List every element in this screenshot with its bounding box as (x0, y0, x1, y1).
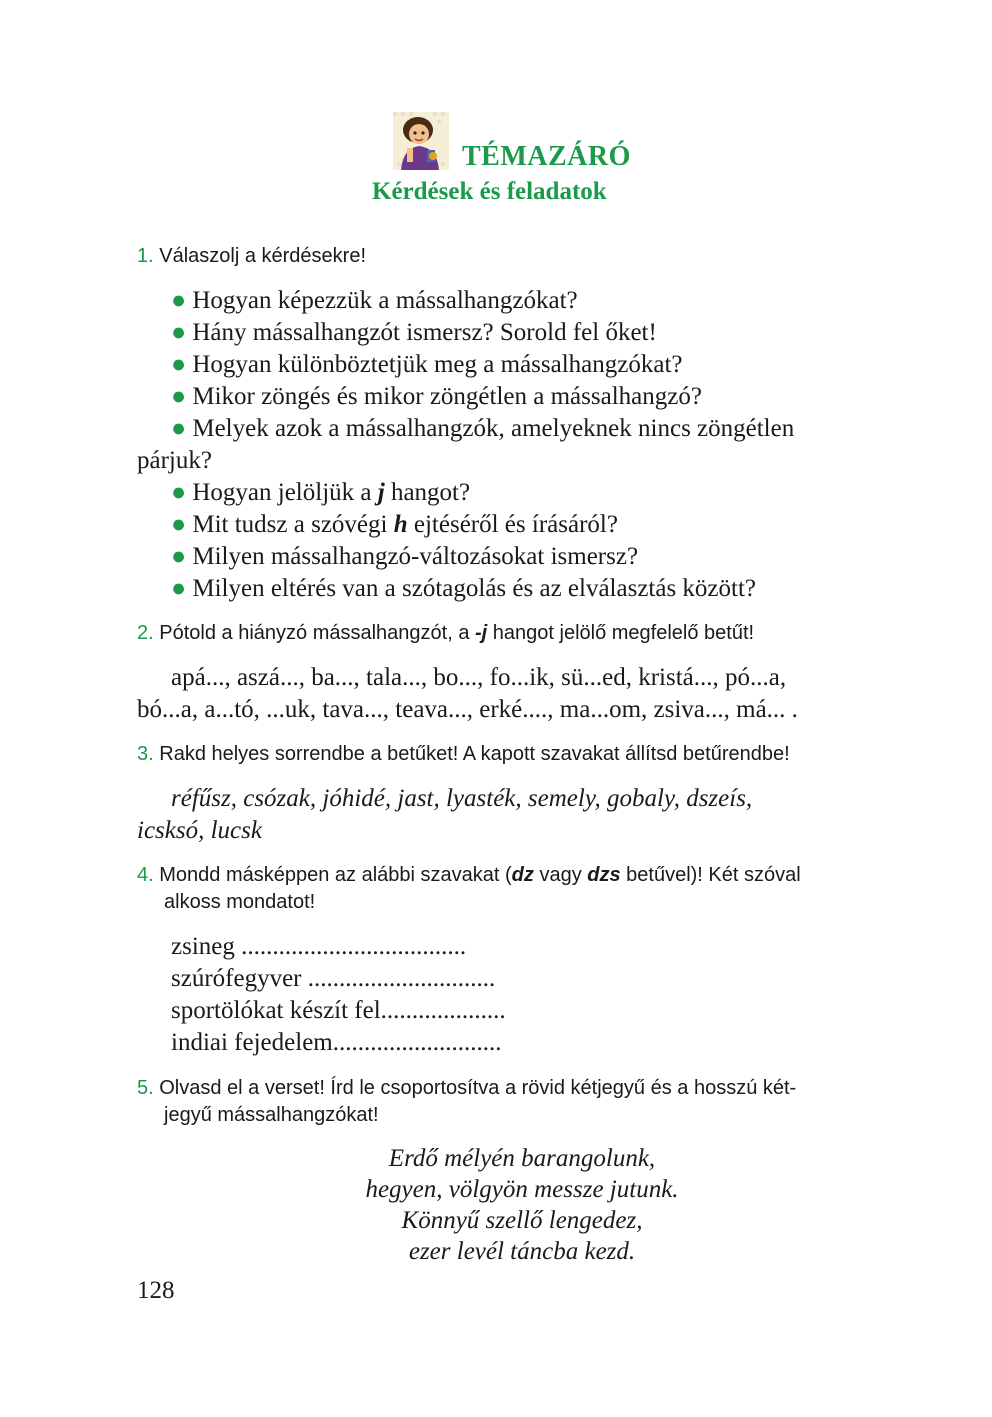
question-item: ● Hogyan képezzük a mássalhangzókat? (171, 287, 578, 314)
task-number: 5. (137, 1077, 154, 1099)
question-item-continuation: párjuk? (137, 447, 212, 474)
fill-in-line: indiai fejedelem........................... (171, 1029, 502, 1056)
bullet-dot: ● (171, 351, 187, 378)
emphasis-letter: -j (475, 622, 488, 644)
task-4-instruction: 4. Mondd másképpen az alábbi szavakat (dz vagy dzs betűvel)! Két szóval alkoss mondatot! (137, 864, 801, 913)
bullet-dot: ● (171, 319, 187, 346)
fill-in-line: szúrófegyver .............................. (171, 965, 496, 992)
bullet-dot: ● (171, 479, 187, 506)
bullet-dot: ● (171, 287, 187, 314)
question-item: ● Hány mássalhangzót ismersz? Sorold fel őket! (171, 319, 657, 346)
task-number: 3. (137, 743, 154, 765)
fill-in-line: sportölókat készít fel.................... (171, 997, 506, 1024)
poem (137, 1143, 907, 1267)
word-line: bó...a, a...tó, ...uk, tava..., teava..., erké...., ma...om, zsiva..., má... . (137, 696, 798, 723)
question-item: ● Hogyan jelöljük a j hangot? (171, 479, 471, 506)
poem-line: Könnyű szellő lengedez, (401, 1207, 643, 1234)
task-3-instruction: 3. Rakd helyes sorrendbe a betűket! A kapott szavakat állítsd betűrendbe! (137, 743, 790, 765)
task-2-instruction: 2. Pótold a hiányzó mássalhangzót, a -j hangot jelölő megfelelő betűt! (137, 622, 755, 644)
task-number: 2. (137, 622, 154, 644)
word-line: réfűsz, csózak, jóhidé, jast, lyasték, semely, gobaly, dszeís, (171, 785, 753, 812)
task-1-instruction (137, 243, 907, 270)
poem-line: Erdő mélyén barangolunk, (388, 1145, 656, 1172)
emphasis-letter: dzs (587, 864, 621, 886)
task-number: 4. (137, 864, 154, 886)
task-4-items (137, 931, 907, 1059)
poem-line: ezer levél táncba kezd. (408, 1238, 636, 1265)
page-number: 128 (137, 1277, 175, 1304)
page-title: TÉMAZÁRÓ (462, 141, 631, 172)
girl-mascot-icon (393, 112, 449, 170)
question-item: ● Mit tudsz a szóvégi h ejtéséről és írásáról? (171, 511, 618, 538)
task-5-instruction: 5. Olvasd el a verset! Írd le csoportosítva a rövid kétjegyű és a hosszú két- jegyű mássalhangzókat! (137, 1077, 797, 1126)
question-item: ● Mikor zöngés és mikor zöngétlen a mássalhangzó? (171, 383, 702, 410)
question-item: ● Hogyan különböztetjük meg a mássalhangzókat? (171, 351, 683, 378)
fill-in-line: zsineg .................................... (171, 933, 467, 960)
task-3-words (137, 783, 907, 847)
emphasis-letter: dz (511, 864, 534, 886)
question-item: ● Milyen mássalhangzó-változásokat ismersz? (171, 543, 639, 570)
poem-line: hegyen, völgyön messze jutunk. (365, 1176, 679, 1203)
bullet-dot: ● (171, 575, 187, 602)
task-number: 1. (137, 245, 154, 267)
page-subtitle: Kérdések és feladatok (372, 178, 607, 205)
bullet-dot: ● (171, 383, 187, 410)
task-1-questions (137, 285, 907, 605)
word-line: icsksó, lucsk (137, 817, 262, 844)
bullet-dot: ● (171, 511, 187, 538)
emphasis-letter: j (377, 479, 385, 506)
bullet-dot: ● (171, 543, 187, 570)
task-text: Válaszolj a kérdésekre! (159, 245, 367, 267)
bullet-dot: ● (171, 415, 187, 442)
question-item: ● Melyek azok a mássalhangzók, amelyeknek nincs zöngétlen (171, 415, 795, 442)
task-2-words (137, 662, 907, 726)
question-item: ● Milyen eltérés van a szótagolás és az elválasztás között? (171, 575, 757, 602)
word-line: apá..., aszá..., ba..., tala..., bo..., fo...ik, sü...ed, kristá..., pó...a, (171, 664, 787, 691)
emphasis-letter: h (393, 511, 408, 538)
